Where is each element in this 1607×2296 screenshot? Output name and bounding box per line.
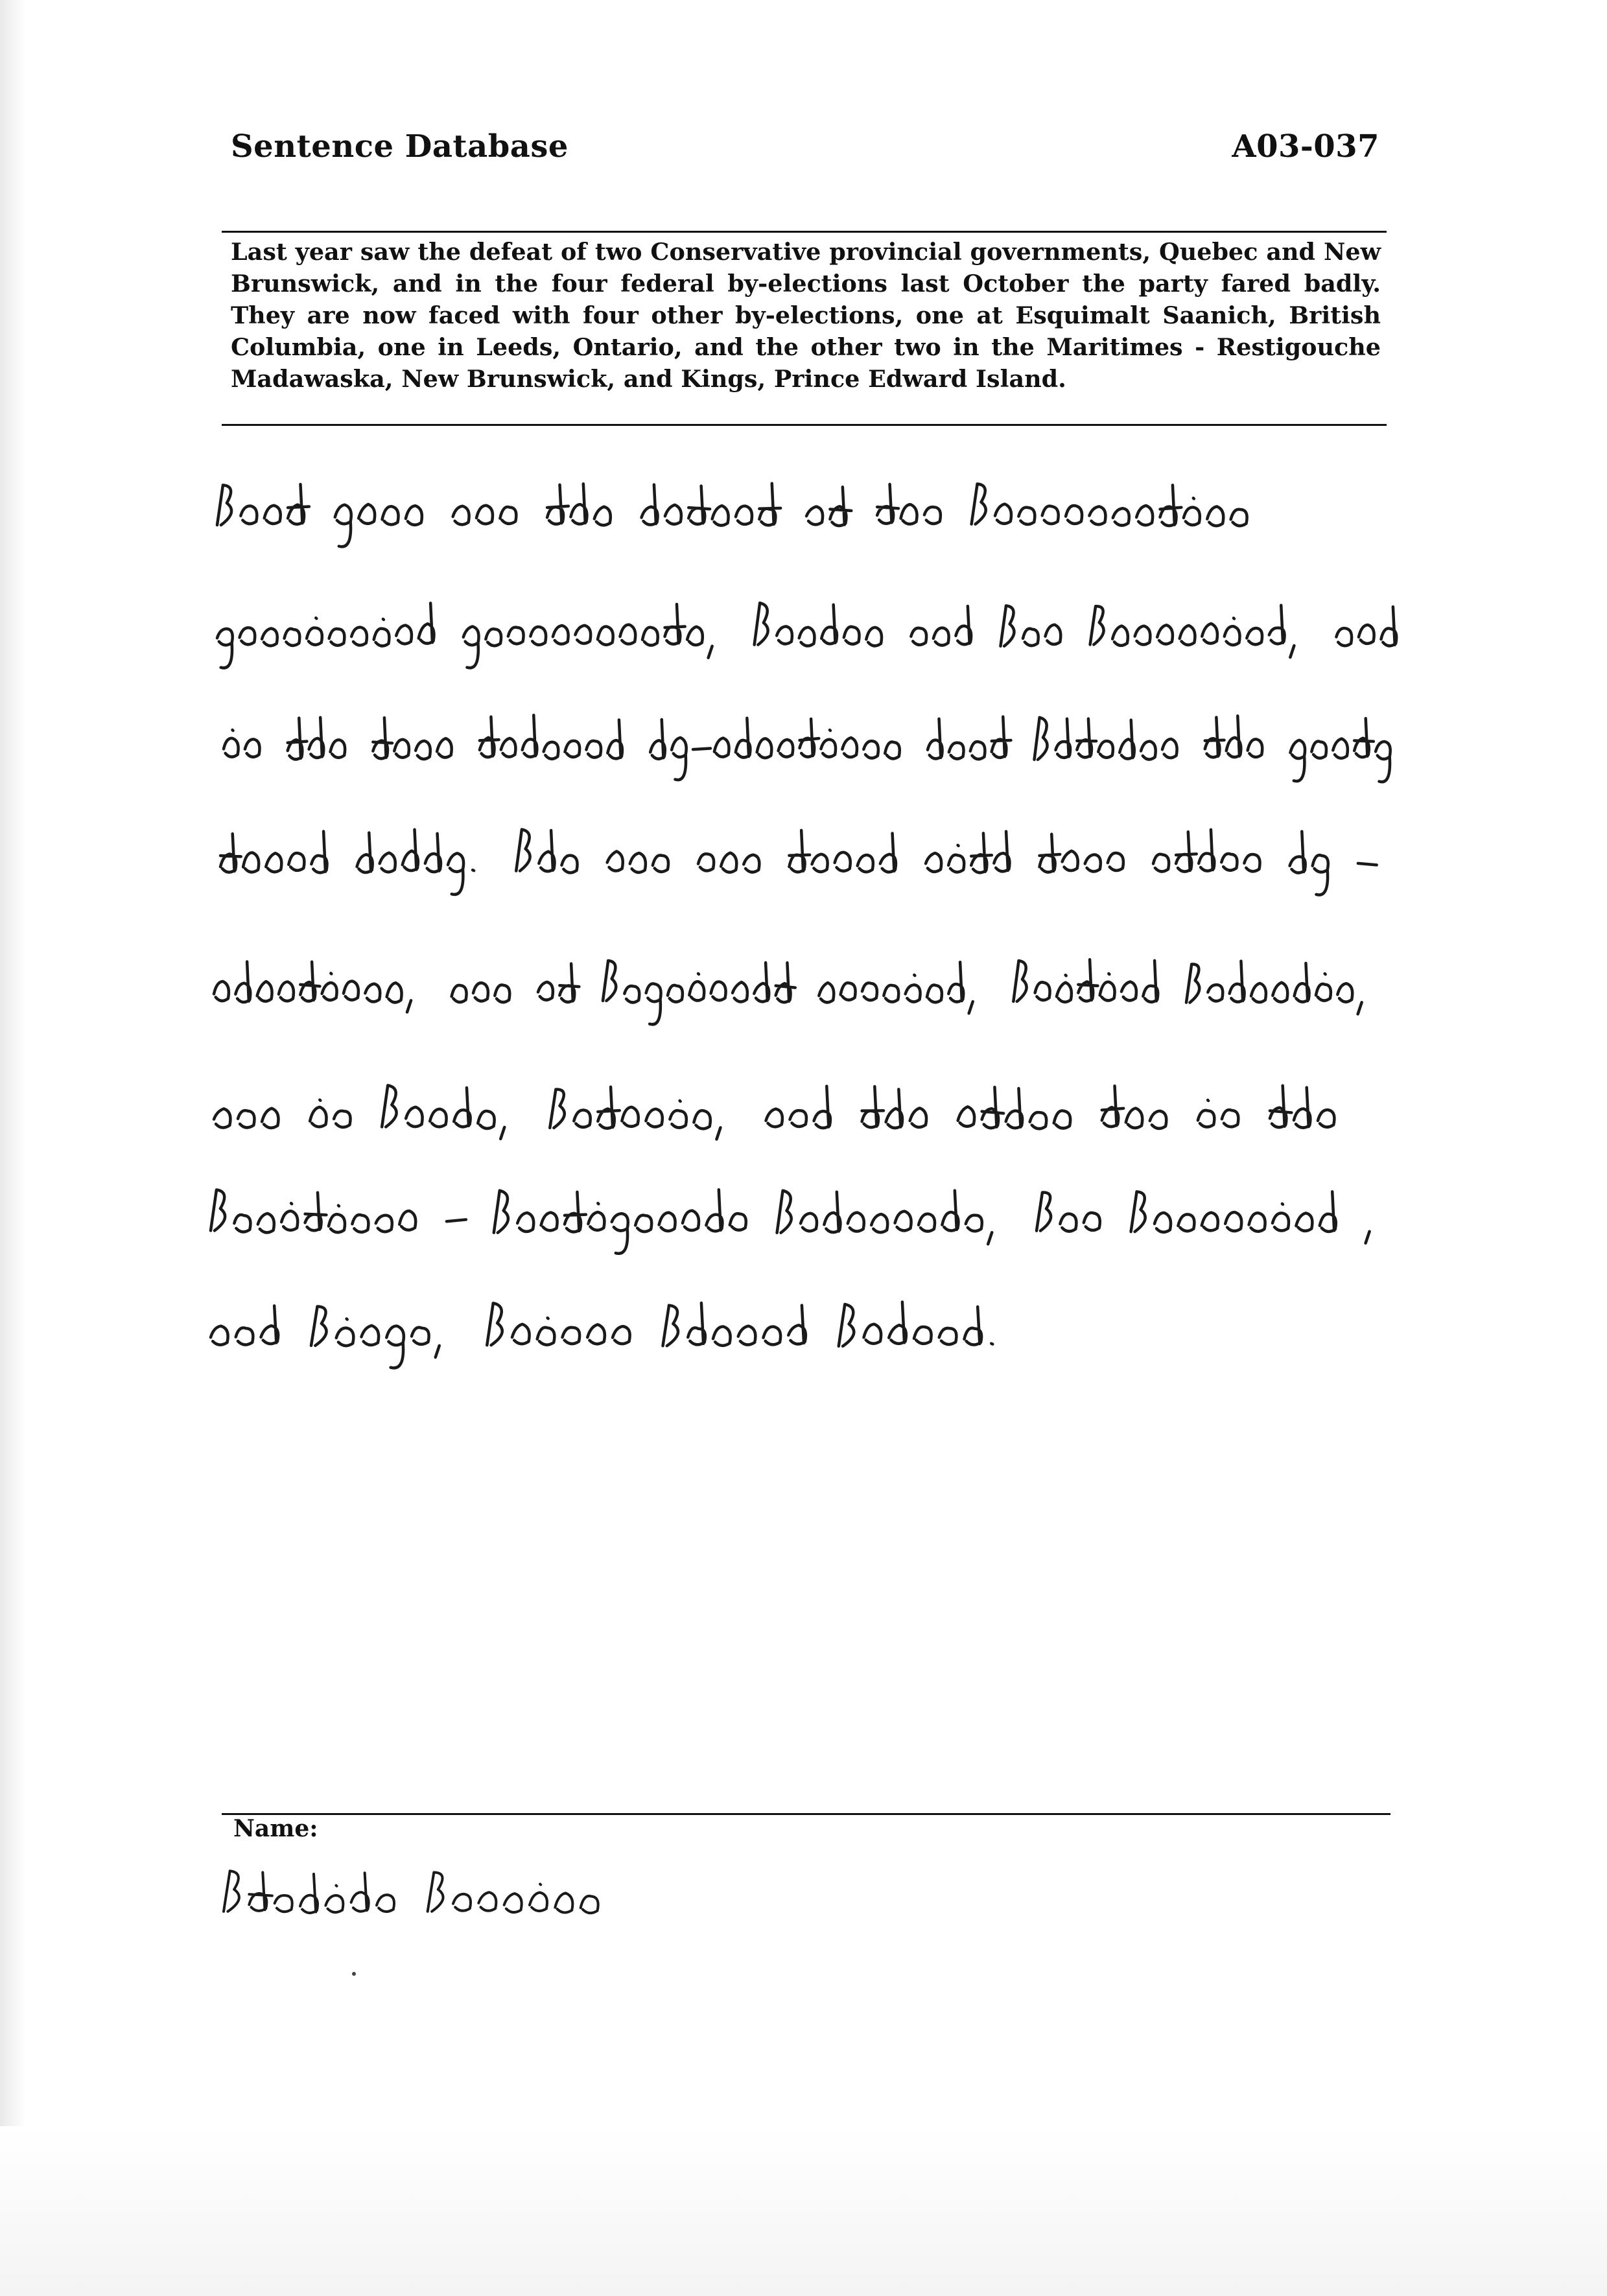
handwritten-line [217,603,1396,668]
handwritten-line [217,484,1247,547]
name-label: Name: [233,1815,318,1842]
stray-ink-dot [352,1972,356,1976]
handwritten-line [220,830,1377,895]
name-divider [222,1813,1390,1815]
handwritten-line [211,1189,1370,1254]
handwritten-line [214,959,1362,1024]
database-title: Sentence Database [231,128,569,165]
form-id: A03-037 [1232,128,1379,165]
handwritten-line [211,1302,992,1368]
handwritten-line [224,715,1390,782]
handwritten-line [214,1085,1334,1139]
printed-prompt-text: Last year saw the defeat of two Conservative provincial governments, Quebec and New Brunswick, and in the four federal by-elections last October the party fared badly. They are now faced with four other by-elections, one at Esquimalt Saanich, British Columbia, one in Leeds, Ontario, and the other two in the Maritimes - Restigouche Madawaska, New Brunswick, and Kings, Prince Edward Island. [231,238,1381,393]
handwritten-signature [224,1871,598,1913]
